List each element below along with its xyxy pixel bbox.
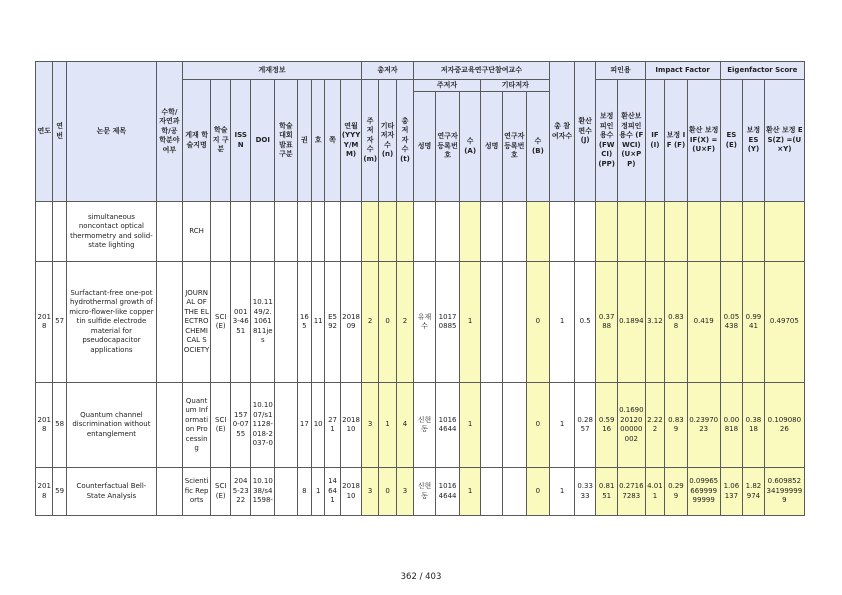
cell-count-b: 0	[526, 383, 550, 468]
col-other-authors: 기타저자수 (n)	[378, 80, 396, 202]
table-row	[36, 262, 805, 383]
cell-total: 1	[550, 383, 575, 468]
cell-issn: 1570-0755	[230, 383, 251, 468]
cell-if-conv: 0.2397023	[687, 383, 720, 468]
cell-converted	[574, 202, 596, 262]
cell-main-id: 10164644	[436, 383, 460, 468]
cell-count-b: 0	[526, 262, 550, 383]
cell-if: 2.222	[645, 383, 665, 468]
cell-main-name: 유재수	[413, 262, 436, 383]
cell-science	[157, 202, 183, 262]
col-other-name: 성명	[481, 92, 503, 202]
cell-converted: 0.2857	[574, 383, 596, 468]
cell-main-name: 신현동	[413, 383, 436, 468]
cell-if-adj: 0.299	[665, 468, 688, 516]
cell-es-adj: 0.9941	[743, 262, 765, 383]
cell-title: simultaneous noncontact optical thermometry and solid-state lighting	[66, 202, 156, 262]
cell-fwci	[596, 202, 618, 262]
cell-journal: RCH	[182, 202, 211, 262]
cell-es: 1.06137	[720, 468, 743, 516]
research-table	[35, 61, 805, 516]
cell-journal: Scientific Reports	[182, 468, 211, 516]
cell-if-adj	[665, 202, 688, 262]
cell-type: SCI(E)	[211, 383, 231, 468]
group-authors: 총저자	[362, 62, 413, 80]
cell-seq: 58	[53, 383, 66, 468]
cell-main-name: 신현동	[413, 468, 436, 516]
col-es: ES (E)	[720, 80, 743, 202]
cell-if: 3.12	[645, 262, 665, 383]
col-other-id: 연구자 등록번호	[502, 92, 526, 202]
cell-date: 201810	[340, 383, 362, 468]
cell-seq: 59	[53, 468, 66, 516]
cell-count-a: 1	[459, 262, 481, 383]
cell-vol	[297, 202, 311, 262]
cell-vol: 165	[297, 262, 311, 383]
col-fwci: 보정 피인용수 (FWCI) (PP)	[596, 80, 618, 202]
cell-doi: 10.1149/2.1061811jes	[251, 262, 275, 383]
cell-total: 1	[550, 262, 575, 383]
cell-inst	[275, 262, 298, 383]
cell-page: E592	[325, 262, 340, 383]
group-if: Impact Factor	[645, 62, 720, 80]
cell-es: 0.00818	[720, 383, 743, 468]
group-es: Eigenfactor Score	[720, 62, 804, 80]
cell-count-b: 0	[526, 468, 550, 516]
col-main-id: 연구자 등록번호	[436, 92, 460, 202]
cell-science	[157, 468, 183, 516]
cell-doi	[251, 202, 275, 262]
cell-inst	[275, 383, 298, 468]
cell-no: 1	[312, 468, 325, 516]
cell-count-a: 1	[459, 383, 481, 468]
cell-main-authors: 2	[362, 262, 378, 383]
cell-title: Surfactant-free one-pot hydrothermal growth of micro-flower-like copper tin sulfide electrode material for pseudocapacitor applications	[66, 262, 156, 383]
cell-no: 10	[312, 383, 325, 468]
cell-fwci-conv: 0.16902012000000002	[617, 383, 645, 468]
cell-science	[157, 383, 183, 468]
cell-main-name	[413, 202, 436, 262]
cell-total-authors: 2	[397, 262, 413, 383]
cell-es-conv	[764, 202, 804, 262]
cell-main-authors: 3	[362, 468, 378, 516]
cell-fwci: 0.8151	[596, 468, 618, 516]
col-vol: 권	[297, 80, 311, 202]
cell-vol: 17	[297, 383, 311, 468]
cell-other-name	[481, 383, 503, 468]
cell-doi: 10.1007/s11128-018-2037-0	[251, 383, 275, 468]
cell-total: 1	[550, 468, 575, 516]
col-total-participants: 총 참여자수	[550, 62, 575, 202]
cell-count-a: 1	[459, 468, 481, 516]
group-journal: 게재정보	[182, 62, 362, 80]
cell-if-adj: 0.838	[665, 262, 688, 383]
col-science: 수학/자연과학/공학분야여부	[157, 62, 183, 202]
cell-es-conv: 0.49705	[764, 262, 804, 383]
col-year: 연도	[36, 62, 53, 202]
cell-date	[340, 202, 362, 262]
col-main-name: 성명	[413, 92, 436, 202]
cell-main-id: 10170885	[436, 262, 460, 383]
cell-if-adj: 0.839	[665, 383, 688, 468]
col-paper: 논문 제목	[66, 62, 156, 202]
col-no: 호	[312, 80, 325, 202]
cell-inst	[275, 468, 298, 516]
cell-main-authors: 3	[362, 383, 378, 468]
col-journal-name: 게재 학술지명	[182, 80, 211, 202]
cell-other-authors	[378, 202, 396, 262]
col-doi: DOI	[251, 80, 275, 202]
cell-if-conv	[687, 202, 720, 262]
group-faculty: 저자중교육연구단참여교수	[413, 62, 550, 80]
cell-seq	[53, 202, 66, 262]
cell-seq: 57	[53, 262, 66, 383]
cell-date: 201809	[340, 262, 362, 383]
col-fwci-conv: 환산보정피인용수 (FWCI) (U×PP)	[617, 80, 645, 202]
cell-if: 4.011	[645, 468, 665, 516]
cell-if-conv: 0.0996566999999999	[687, 468, 720, 516]
cell-no: 11	[312, 262, 325, 383]
group-main-author: 주저자	[413, 80, 481, 92]
cell-main-authors	[362, 202, 378, 262]
cell-page: 271	[325, 383, 340, 468]
col-page: 쪽	[325, 80, 340, 202]
col-if: IF (I)	[645, 80, 665, 202]
cell-doi: 10.1038/s41598-	[251, 468, 275, 516]
cell-main-id	[436, 202, 460, 262]
cell-converted: 0.5	[574, 262, 596, 383]
page-number: 362 / 403	[400, 572, 442, 582]
cell-total-authors: 4	[397, 383, 413, 468]
col-date: 연월 (YYYY/MM)	[340, 80, 362, 202]
cell-count-b	[526, 202, 550, 262]
table-row	[36, 383, 805, 468]
col-seq: 연번	[53, 62, 66, 202]
cell-page: 14641	[325, 468, 340, 516]
cell-other-authors: 1	[378, 383, 396, 468]
cell-type	[211, 202, 231, 262]
cell-fwci-conv: 0.27167283	[617, 468, 645, 516]
cell-other-id	[502, 202, 526, 262]
cell-other-id	[502, 468, 526, 516]
table-row	[36, 468, 805, 516]
cell-journal: Quantum Information Processing	[182, 383, 211, 468]
col-total-authors: 총저자수 (t)	[397, 80, 413, 202]
cell-converted: 0.3333	[574, 468, 596, 516]
cell-other-id	[502, 383, 526, 468]
cell-main-id: 10164644	[436, 468, 460, 516]
cell-es-conv: 0.10908026	[764, 383, 804, 468]
cell-fwci: 0.5916	[596, 383, 618, 468]
cell-science	[157, 262, 183, 383]
cell-fwci: 0.3788	[596, 262, 618, 383]
cell-es	[720, 202, 743, 262]
col-if-conv: 환산 보정 IF(X) = (U×F)	[687, 80, 720, 202]
cell-issn	[230, 202, 251, 262]
cell-other-authors: 0	[378, 468, 396, 516]
col-count-a: 수 (A)	[459, 92, 481, 202]
col-es-conv: 환산 보정 ES(Z) =(U×Y)	[764, 80, 804, 202]
table-body	[36, 202, 805, 516]
cell-total-authors: 3	[397, 468, 413, 516]
cell-other-name	[481, 262, 503, 383]
cell-title: Quantum channel discrimination without entanglement	[66, 383, 156, 468]
cell-count-a	[459, 202, 481, 262]
cell-no	[312, 202, 325, 262]
cell-fwci-conv	[617, 202, 645, 262]
cell-type: SCI(E)	[211, 468, 231, 516]
cell-other-name	[481, 468, 503, 516]
col-issn: ISSN	[230, 80, 251, 202]
cell-journal: JOURNAL OF THE ELECTROCHEMICAL SOCIETY	[182, 262, 211, 383]
cell-if	[645, 202, 665, 262]
cell-es-adj: 1.82974	[743, 468, 765, 516]
cell-page	[325, 202, 340, 262]
cell-es: 0.05438	[720, 262, 743, 383]
cell-es-adj	[743, 202, 765, 262]
cell-other-authors: 0	[378, 262, 396, 383]
cell-if-conv: 0.419	[687, 262, 720, 383]
cell-issn: 2045-2322	[230, 468, 251, 516]
cell-vol: 8	[297, 468, 311, 516]
cell-year: 2018	[36, 262, 53, 383]
col-journal-type: 학술지 구분	[211, 80, 231, 202]
col-converted: 환산 편수 (J)	[574, 62, 596, 202]
cell-type: SCI(E)	[211, 262, 231, 383]
cell-date: 201810	[340, 468, 362, 516]
cell-inst	[275, 202, 298, 262]
cell-total-authors	[397, 202, 413, 262]
col-inst-type: 학술대회발표 구분	[275, 80, 298, 202]
group-fwci: 피인용	[596, 62, 645, 80]
cell-other-id	[502, 262, 526, 383]
cell-fwci-conv: 0.1894	[617, 262, 645, 383]
col-count-b: 수 (B)	[526, 92, 550, 202]
cell-es-adj: 0.3818	[743, 383, 765, 468]
col-main-authors: 주저자수 (m)	[362, 80, 378, 202]
cell-total	[550, 202, 575, 262]
group-other-author: 기타저자	[481, 80, 550, 92]
table-row	[36, 202, 805, 262]
col-if-adj: 보정 IF (F)	[665, 80, 688, 202]
cell-es-conv: 0.609852341999999	[764, 468, 804, 516]
cell-year: 2018	[36, 468, 53, 516]
cell-issn: 0013-4651	[230, 262, 251, 383]
cell-year	[36, 202, 53, 262]
cell-other-name	[481, 202, 503, 262]
cell-year: 2018	[36, 383, 53, 468]
header-row-1	[36, 62, 805, 80]
cell-title: Counterfactual Bell-State Analysis	[66, 468, 156, 516]
col-es-adj: 보정 ES (Y)	[743, 80, 765, 202]
